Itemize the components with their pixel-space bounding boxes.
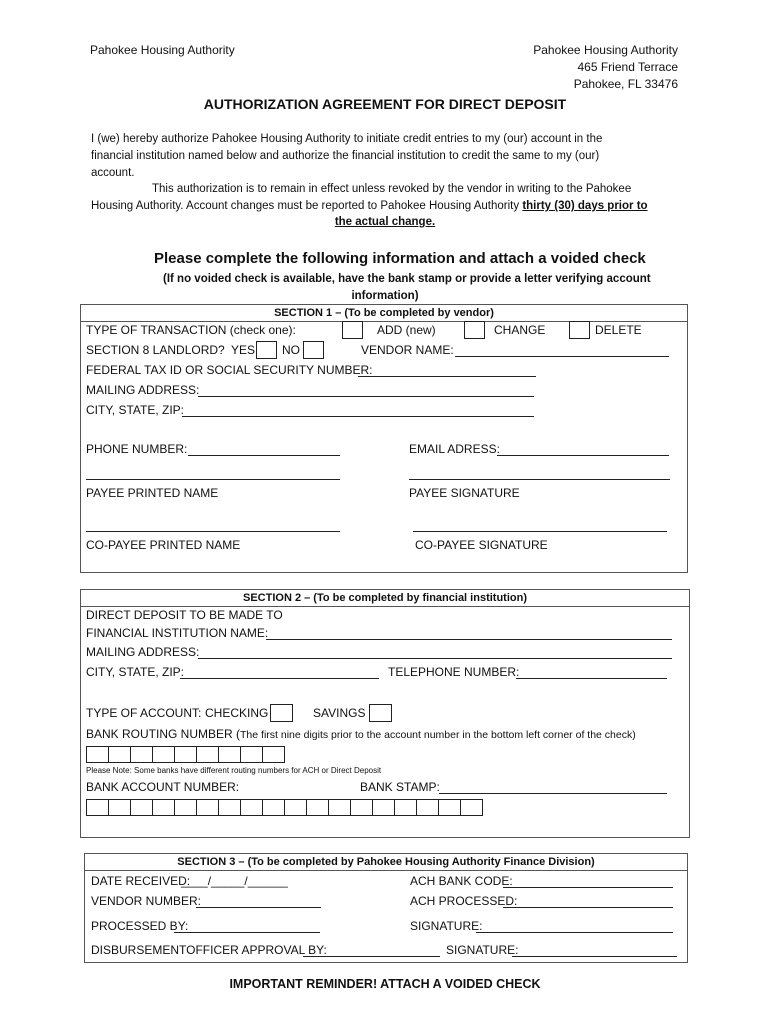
tax-id-field[interactable] xyxy=(358,376,536,377)
intro-line-1: I (we) hereby authorize Pahokee Housing Authority to initiate credit entries to my (our) account in the xyxy=(91,133,603,145)
vendor-number-label: VENDOR NUMBER: xyxy=(91,894,202,908)
intro-line-5 xyxy=(91,199,648,214)
transaction-type-label: TYPE OF TRANSACTION (check one): xyxy=(86,323,296,337)
intro-line-5-text: Housing Authority. Account changes must be reported to Pahokee Housing Authority xyxy=(91,200,523,212)
bank-city-label: CITY, STATE, ZIP: xyxy=(86,665,185,679)
checking-checkbox[interactable] xyxy=(270,704,293,722)
email-label: EMAIL ADRESS: xyxy=(409,442,500,456)
vendor-name-label: VENDOR NAME: xyxy=(361,343,454,357)
instructions-sub-2: information) xyxy=(351,290,419,302)
city-state-zip-field[interactable] xyxy=(182,416,534,417)
payee-name-label: PAYEE PRINTED NAME xyxy=(86,486,219,500)
intro-line-6: the actual change. xyxy=(334,216,436,228)
section-2-title: SECTION 2 – (To be completed by financial institution) xyxy=(81,590,689,607)
header-street: 465 Friend Terrace xyxy=(577,60,678,74)
checking-label: CHECKING xyxy=(205,706,269,720)
tax-id-label: FEDERAL TAX ID OR SOCIAL SECURITY NUMBER: xyxy=(86,363,373,377)
header-org-name: Pahokee Housing Authority xyxy=(533,43,678,57)
telephone-label: TELEPHONE NUMBER: xyxy=(388,665,520,679)
signature-2-field[interactable] xyxy=(512,956,677,957)
copayee-name-label: CO-PAYEE PRINTED NAME xyxy=(86,538,241,552)
bank-stamp-field[interactable] xyxy=(439,793,667,794)
payee-name-field[interactable] xyxy=(86,479,340,480)
section-1-title: SECTION 1 – (To be completed by vendor) xyxy=(81,305,687,322)
intro-line-2: financial institution named below and authorize the financial institution to credit the same to my (our) xyxy=(91,150,600,162)
change-option-label: CHANGE xyxy=(494,323,546,337)
processed-by-label: PROCESSED BY: xyxy=(91,919,189,933)
bank-mailing-address-label: MAILING ADDRESS: xyxy=(86,645,200,659)
bank-mailing-address-field[interactable] xyxy=(198,658,672,659)
signature-1-label: SIGNATURE: xyxy=(410,919,483,933)
instructions-heading: Please complete the following information and attach a voided check xyxy=(154,250,646,267)
copayee-name-field[interactable] xyxy=(86,531,340,532)
section8-label: SECTION 8 LANDLORD? xyxy=(86,343,225,357)
ach-processed-field[interactable] xyxy=(503,907,673,908)
bank-stamp-label: BANK STAMP: xyxy=(360,780,440,794)
date-received-field[interactable]: ____/_____/______ xyxy=(181,874,288,888)
section8-no-label: NO xyxy=(282,343,300,357)
telephone-field[interactable] xyxy=(516,678,667,679)
ach-bank-code-label: ACH BANK CODE: xyxy=(410,874,513,888)
financial-institution-field[interactable] xyxy=(266,639,672,640)
ach-processed-label: ACH PROCESSED: xyxy=(410,894,518,908)
city-state-zip-label: CITY, STATE, ZIP: xyxy=(86,403,185,417)
add-option-label: ADD (new) xyxy=(377,323,436,337)
vendor-number-field[interactable] xyxy=(196,907,321,908)
savings-label: SAVINGS xyxy=(313,706,366,720)
footer-reminder: IMPORTANT REMINDER! ATTACH A VOIDED CHECK xyxy=(229,977,541,991)
phone-field[interactable] xyxy=(188,455,340,456)
intro-deadline: thirty (30) days prior to xyxy=(522,200,648,212)
signature-2-label: SIGNATURE: xyxy=(446,943,519,957)
direct-deposit-label: DIRECT DEPOSIT TO BE MADE TO xyxy=(86,608,283,622)
delete-checkbox[interactable] xyxy=(569,321,590,339)
email-field[interactable] xyxy=(497,455,669,456)
intro-line-3: account. xyxy=(91,167,135,179)
payee-signature-field[interactable] xyxy=(409,479,670,480)
disbursement-officer-label: DISBURSEMENTOFFICER APPROVAL BY: xyxy=(91,943,327,957)
bank-city-field[interactable] xyxy=(180,678,379,679)
routing-note: Please Note: Some banks have different routing numbers for ACH or Direct Deposit xyxy=(86,766,382,775)
account-number-grid[interactable] xyxy=(86,799,483,816)
instructions-sub-1: (If no voided check is available, have the bank stamp or provide a letter verifying account xyxy=(163,273,651,285)
ach-bank-code-field[interactable] xyxy=(503,887,673,888)
section8-yes-label: YES xyxy=(231,343,256,357)
header-org-left: Pahokee Housing Authority xyxy=(90,43,235,57)
mailing-address-field[interactable] xyxy=(198,396,534,397)
change-checkbox[interactable] xyxy=(464,321,485,339)
savings-checkbox[interactable] xyxy=(369,704,392,722)
payee-signature-label: PAYEE SIGNATURE xyxy=(409,486,520,500)
vendor-name-field[interactable] xyxy=(455,356,669,357)
account-type-label: TYPE OF ACCOUNT: xyxy=(86,706,202,720)
financial-institution-label: FINANCIAL INSTITUTION NAME: xyxy=(86,626,269,640)
section-3-title: SECTION 3 – (To be completed by Pahokee Housing Authority Finance Division) xyxy=(85,854,687,871)
mailing-address-label: MAILING ADDRESS: xyxy=(86,383,200,397)
section8-no-checkbox[interactable] xyxy=(303,341,324,359)
routing-hint: The first nine digits prior to the account number in the bottom left corner of the check) xyxy=(240,729,636,741)
phone-label: PHONE NUMBER: xyxy=(86,442,188,456)
intro-line-4: This authorization is to remain in effect unless revoked by the vendor in writing to the Pahokee xyxy=(152,183,632,195)
date-received-label: DATE RECEIVED: xyxy=(91,874,191,888)
account-number-label: BANK ACCOUNT NUMBER: xyxy=(86,780,240,794)
processed-by-field[interactable] xyxy=(174,932,320,933)
routing-number-label xyxy=(86,727,636,743)
copayee-signature-field[interactable] xyxy=(413,531,667,532)
delete-option-label: DELETE xyxy=(595,323,642,337)
header-city: Pahokee, FL 33476 xyxy=(573,77,678,91)
disbursement-officer-field[interactable] xyxy=(303,956,440,957)
routing-number-grid[interactable] xyxy=(86,746,285,763)
routing-label-text: BANK ROUTING NUMBER ( xyxy=(86,727,241,741)
section8-yes-checkbox[interactable] xyxy=(256,341,277,359)
page-title: AUTHORIZATION AGREEMENT FOR DIRECT DEPOSIT xyxy=(203,96,567,112)
signature-1-field[interactable] xyxy=(476,932,673,933)
copayee-signature-label: CO-PAYEE SIGNATURE xyxy=(415,538,548,552)
add-checkbox[interactable] xyxy=(342,321,363,339)
